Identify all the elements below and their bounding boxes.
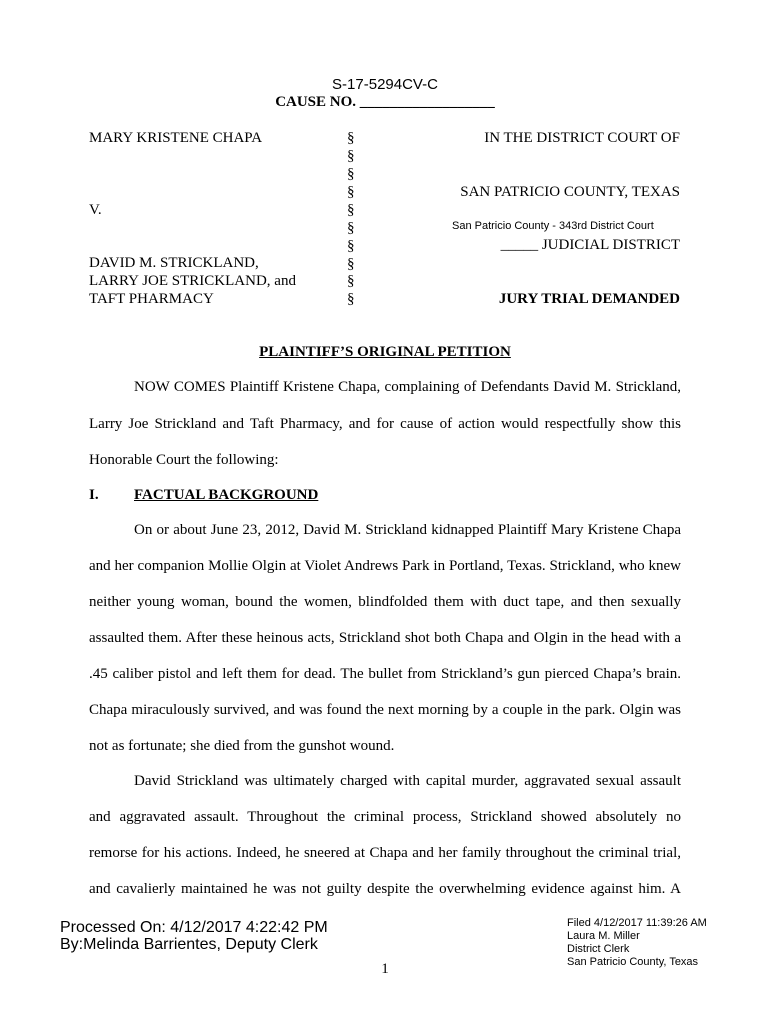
section-symbol: § xyxy=(347,184,355,200)
processed-stamp: Processed On: 4/12/2017 4:22:42 PM xyxy=(60,919,328,936)
body-line: assaulted them. After these heinous acts, Strickland shot both Chapa and Olgin in the head with a xyxy=(89,630,681,646)
filed-county: San Patricio County, Texas xyxy=(567,956,699,968)
plaintiff-name: MARY KRISTENE CHAPA xyxy=(89,130,263,146)
court-name: IN THE DISTRICT COURT OF xyxy=(484,130,680,146)
intro-line-2: Larry Joe Strickland and Taft Pharmacy, and for cause of action would respectfully show this xyxy=(89,416,681,432)
section-number: I. xyxy=(89,487,99,503)
filed-date: Filed 4/12/2017 11:39:26 AM xyxy=(567,917,707,929)
defendant-3: TAFT PHARMACY xyxy=(89,291,214,307)
body-line: remorse for his actions. Indeed, he sneered at Chapa and her family throughout the criminal trial, xyxy=(89,845,681,861)
clerk-title: District Clerk xyxy=(567,943,630,955)
clerk-name: Laura M. Miller xyxy=(567,930,640,942)
defendant-1: DAVID M. STRICKLAND, xyxy=(89,255,259,271)
section-symbol: § xyxy=(347,291,355,307)
section-symbol: § xyxy=(347,202,355,218)
section-symbol: § xyxy=(347,273,355,289)
body-line: and cavalierly maintained he was not guilty despite the overwhelming evidence against him. A xyxy=(89,881,681,897)
processed-by: By:Melinda Barrientes, Deputy Clerk xyxy=(60,936,318,953)
document-title: PLAINTIFF’S ORIGINAL PETITION xyxy=(259,344,511,360)
body-line: and her companion Mollie Olgin at Violet Andrews Park in Portland, Texas. Strickland, who knew xyxy=(89,558,681,574)
body-line: not as fortunate; she died from the gunshot wound. xyxy=(89,738,395,754)
body-line: .45 caliber pistol and left them for dead. The bullet from Strickland’s gun pierced Chapa’s brain. xyxy=(89,666,681,682)
cause-number: CAUSE NO. __________________ xyxy=(275,94,495,110)
section-symbol: § xyxy=(347,256,355,272)
jury-trial-demanded: JURY TRIAL DEMANDED xyxy=(498,291,680,307)
versus: V. xyxy=(89,202,102,218)
intro-line-1: NOW COMES Plaintiff Kristene Chapa, complaining of Defendants David M. Strickland, xyxy=(134,379,681,395)
page-number: 1 xyxy=(381,961,389,977)
section-symbol: § xyxy=(347,238,355,254)
body-line: David Strickland was ultimately charged with capital murder, aggravated sexual assault xyxy=(134,773,681,789)
section-symbol: § xyxy=(347,130,355,146)
section-symbol: § xyxy=(347,220,355,236)
body-line: Chapa miraculously survived, and was found the next morning by a couple in the park. Olgin was xyxy=(89,702,681,718)
defendant-2: LARRY JOE STRICKLAND, and xyxy=(89,273,296,289)
body-line: and aggravated assault. Throughout the criminal process, Strickland showed absolutely no xyxy=(89,809,681,825)
section-symbol: § xyxy=(347,166,355,182)
intro-line-3: Honorable Court the following: xyxy=(89,452,279,468)
court-stamp: San Patricio County - 343rd District Court xyxy=(452,220,654,232)
county-name: SAN PATRICIO COUNTY, TEXAS xyxy=(460,184,680,200)
section-symbol: § xyxy=(347,148,355,164)
judicial-district: _____ JUDICIAL DISTRICT xyxy=(500,237,680,253)
body-line: neither young woman, bound the women, blindfolded them with duct tape, and then sexually xyxy=(89,594,681,610)
case-number-stamp: S-17-5294CV-C xyxy=(332,76,438,93)
body-line: On or about June 23, 2012, David M. Strickland kidnapped Plaintiff Mary Kristene Chapa xyxy=(134,522,681,538)
section-heading: FACTUAL BACKGROUND xyxy=(134,487,319,503)
filed-stamp xyxy=(567,917,707,969)
